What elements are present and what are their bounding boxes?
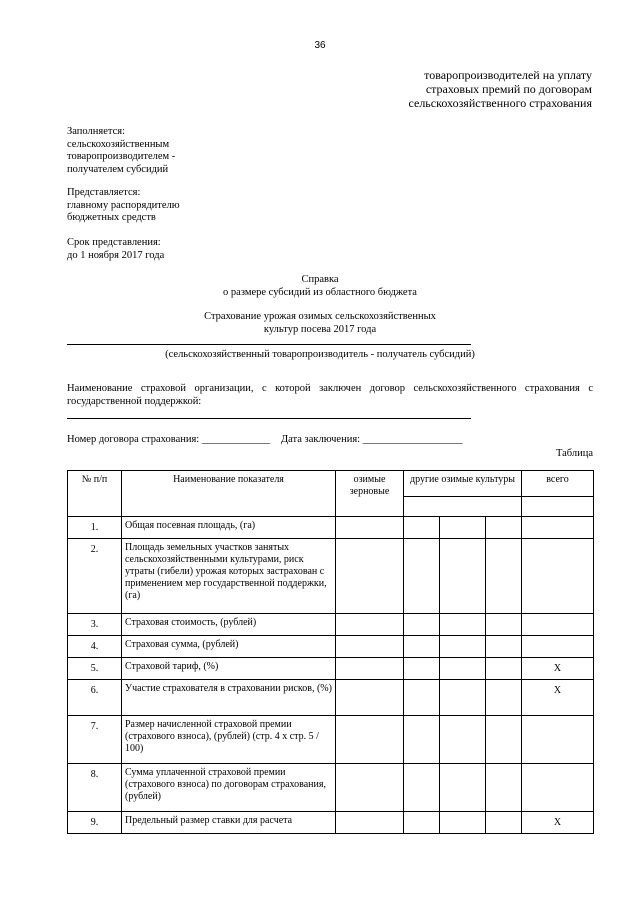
row-cell	[336, 764, 404, 812]
table-row	[68, 812, 594, 834]
deadline-block	[67, 237, 164, 262]
title-line: о размере субсидий из областного бюджета	[223, 286, 417, 298]
filled-by-line: товаропроизводителем -	[67, 151, 176, 162]
document-subtitle	[0, 311, 640, 336]
row-num: 9.	[68, 812, 122, 834]
table-row	[68, 539, 594, 614]
row-name: Размер начисленной страховой премии (страхового взноса), (рублей) (стр. 4 x стр. 5 / 100)	[122, 716, 336, 764]
page-number: 36	[314, 40, 326, 51]
table-row	[68, 658, 594, 680]
submitted-to-line: главному распорядителю	[67, 199, 180, 211]
row-total	[522, 716, 594, 764]
table-label: Таблица	[555, 448, 593, 459]
row-cell	[404, 764, 440, 812]
header-total: всего	[522, 471, 594, 497]
row-num: 4.	[68, 636, 122, 658]
row-cell	[440, 636, 486, 658]
filled-by-line: получателем субсидий	[67, 163, 169, 175]
row-cell	[486, 764, 522, 812]
row-cell	[486, 614, 522, 636]
subheader-cell	[522, 497, 594, 517]
row-cell	[336, 517, 404, 539]
header-winter-grain: озимые зерновые	[336, 471, 404, 517]
row-cell	[486, 812, 522, 834]
row-cell	[404, 539, 440, 614]
row-name: Общая посевная площадь, (га)	[122, 517, 336, 539]
row-cell	[404, 812, 440, 834]
row-num: 5.	[68, 658, 122, 680]
row-cell	[336, 539, 404, 614]
row-cell	[486, 539, 522, 614]
row-total: X	[522, 658, 594, 680]
deadline-line: Срок представления:	[67, 237, 161, 248]
row-cell	[440, 517, 486, 539]
row-cell	[440, 716, 486, 764]
indicators-table	[67, 470, 594, 834]
row-cell	[486, 517, 522, 539]
row-total: X	[522, 812, 594, 834]
table-row	[68, 517, 594, 539]
row-cell	[486, 636, 522, 658]
table-row	[68, 636, 594, 658]
table-header-row	[68, 471, 594, 497]
deadline-line: до 1 ноября 2017 года	[67, 249, 165, 261]
table-row	[68, 764, 594, 812]
row-cell	[336, 614, 404, 636]
row-cell	[336, 812, 404, 834]
row-cell	[440, 764, 486, 812]
row-cell	[440, 812, 486, 834]
row-name: Страховой тариф, (%)	[122, 658, 336, 680]
submitted-to-line: Представляется:	[67, 187, 141, 198]
row-cell	[404, 517, 440, 539]
row-cell	[404, 614, 440, 636]
row-num: 2.	[68, 539, 122, 614]
row-num: 7.	[68, 716, 122, 764]
row-num: 8.	[68, 764, 122, 812]
row-name: Страховая стоимость, (рублей)	[122, 614, 336, 636]
title-line: Справка	[301, 274, 339, 285]
row-cell	[336, 658, 404, 680]
row-total	[522, 636, 594, 658]
header-num: № п/п	[68, 471, 122, 517]
header-line: сельскохозяйственного страхования	[408, 96, 592, 110]
row-total	[522, 614, 594, 636]
subtitle-line: культур посева 2017 года	[263, 323, 377, 335]
subheader-cell	[404, 497, 522, 517]
row-cell	[336, 636, 404, 658]
row-cell	[336, 716, 404, 764]
row-cell	[440, 680, 486, 716]
recipient-underline	[67, 344, 471, 345]
row-total	[522, 764, 594, 812]
table-row	[68, 716, 594, 764]
row-total: X	[522, 680, 594, 716]
row-cell	[440, 539, 486, 614]
table-row	[68, 614, 594, 636]
recipient-caption: (сельскохозяйственный товаропроизводитель - получатель субсидий)	[165, 349, 475, 360]
row-num: 6.	[68, 680, 122, 716]
filled-by-block	[67, 126, 175, 176]
row-name: Страховая сумма, (рублей)	[122, 636, 336, 658]
row-cell	[404, 658, 440, 680]
submitted-to-line: бюджетных средств	[67, 212, 156, 223]
row-num: 1.	[68, 517, 122, 539]
document-title	[0, 274, 640, 299]
filled-by-line: Заполняется:	[67, 126, 125, 137]
row-total	[522, 539, 594, 614]
row-cell	[404, 680, 440, 716]
row-cell	[486, 658, 522, 680]
subtitle-line: Страхование урожая озимых сельскохозяйственных	[204, 311, 436, 322]
submitted-to-block	[67, 187, 180, 225]
row-cell	[440, 658, 486, 680]
header-other-winter: другие озимые культуры	[404, 471, 522, 497]
contract-number-label: Номер договора страхования: _____________	[67, 434, 271, 445]
row-name: Участие страхователя в страховании рисков, (%)	[122, 680, 336, 716]
row-cell	[404, 636, 440, 658]
header-line: страховых премий по договорам	[425, 82, 592, 96]
row-cell	[486, 716, 522, 764]
row-cell	[336, 680, 404, 716]
row-cell	[404, 716, 440, 764]
row-cell	[440, 614, 486, 636]
row-name: Предельный размер ставки для расчета	[122, 812, 336, 834]
row-cell	[486, 680, 522, 716]
header-right	[409, 68, 592, 110]
row-name: Площадь земельных участков занятых сельскохозяйственными культурами, риск утраты (гибели) урожая которых застрахован с применением мер государственной поддержки, (га)	[122, 539, 336, 614]
filled-by-line: сельскохозяйственным	[67, 138, 170, 150]
contract-date-label: Дата заключения: ___________________	[281, 434, 463, 445]
row-total	[522, 517, 594, 539]
header-name: Наименование показателя	[122, 471, 336, 517]
row-num: 3.	[68, 614, 122, 636]
header-line: товаропроизводителей на уплату	[424, 68, 592, 82]
insurer-underline	[67, 418, 471, 419]
row-name: Сумма уплаченной страховой премии (страхового взноса) по договорам страхования, (рублей)	[122, 764, 336, 812]
insurer-label: Наименование страховой организации, с которой заключен договор сельскохозяйственного страхования с государственной поддержкой:	[67, 383, 593, 407]
table-row	[68, 680, 594, 716]
